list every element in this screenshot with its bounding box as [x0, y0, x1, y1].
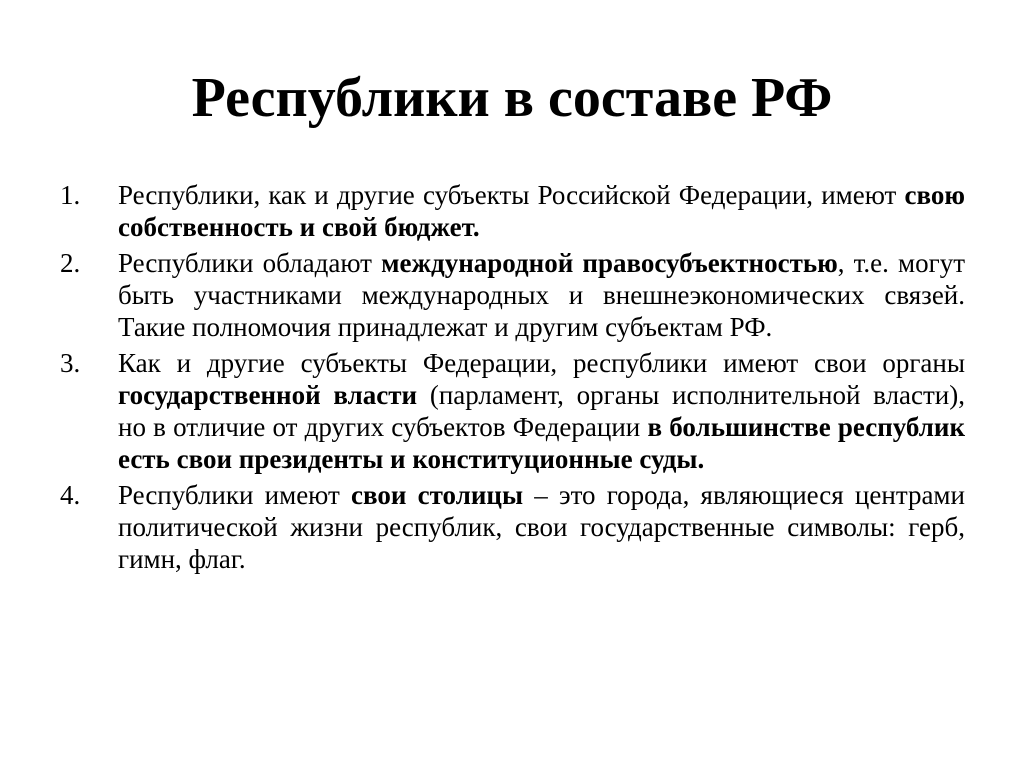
text-run: Республики имеют: [118, 480, 352, 510]
list-item-text: [118, 248, 965, 342]
list-item-text: [118, 480, 965, 574]
text-run: Республики, как и другие субъекты Российской Федерации, имеют: [118, 180, 905, 210]
bold-text-run: государственной власти: [118, 380, 418, 410]
text-run: , т.е. могут быть участниками международных и внешнеэкономических связей. Такие полномочия принадлежат и другим субъектам РФ.: [118, 248, 965, 342]
list-item: [60, 347, 965, 475]
slide-title: Республики в составе РФ: [191, 67, 833, 129]
list-item-number: 4.: [60, 480, 81, 510]
list-item-text: [118, 348, 965, 474]
list-item: [60, 247, 965, 343]
list-item: [60, 479, 965, 575]
list-item: [60, 179, 965, 243]
list-item-number: 3.: [60, 348, 81, 378]
list-item-number: 2.: [60, 248, 81, 278]
text-run: (парламент, органы исполнительной власти), но в отличие от других субъектов Федерации: [118, 380, 965, 442]
text-run: – это города, являющиеся центрами политической жизни республик, свои государственные символы: герб, гимн, флаг.: [118, 480, 965, 574]
text-run: Как и другие субъекты Федерации, республики имеют свои органы: [118, 348, 965, 378]
numbered-list: [60, 179, 965, 579]
bold-text-run: свои столицы: [351, 480, 524, 510]
bold-text-run: свою собственность и свой бюджет.: [118, 180, 965, 242]
text-run: Республики обладают: [118, 248, 382, 278]
bold-text-run: в большинстве республик есть свои президенты и конституционные суды.: [118, 412, 966, 474]
list-item-text: [118, 180, 965, 242]
list-item-number: 1.: [60, 180, 81, 210]
bold-text-run: международной правосубъектностью: [381, 248, 838, 278]
